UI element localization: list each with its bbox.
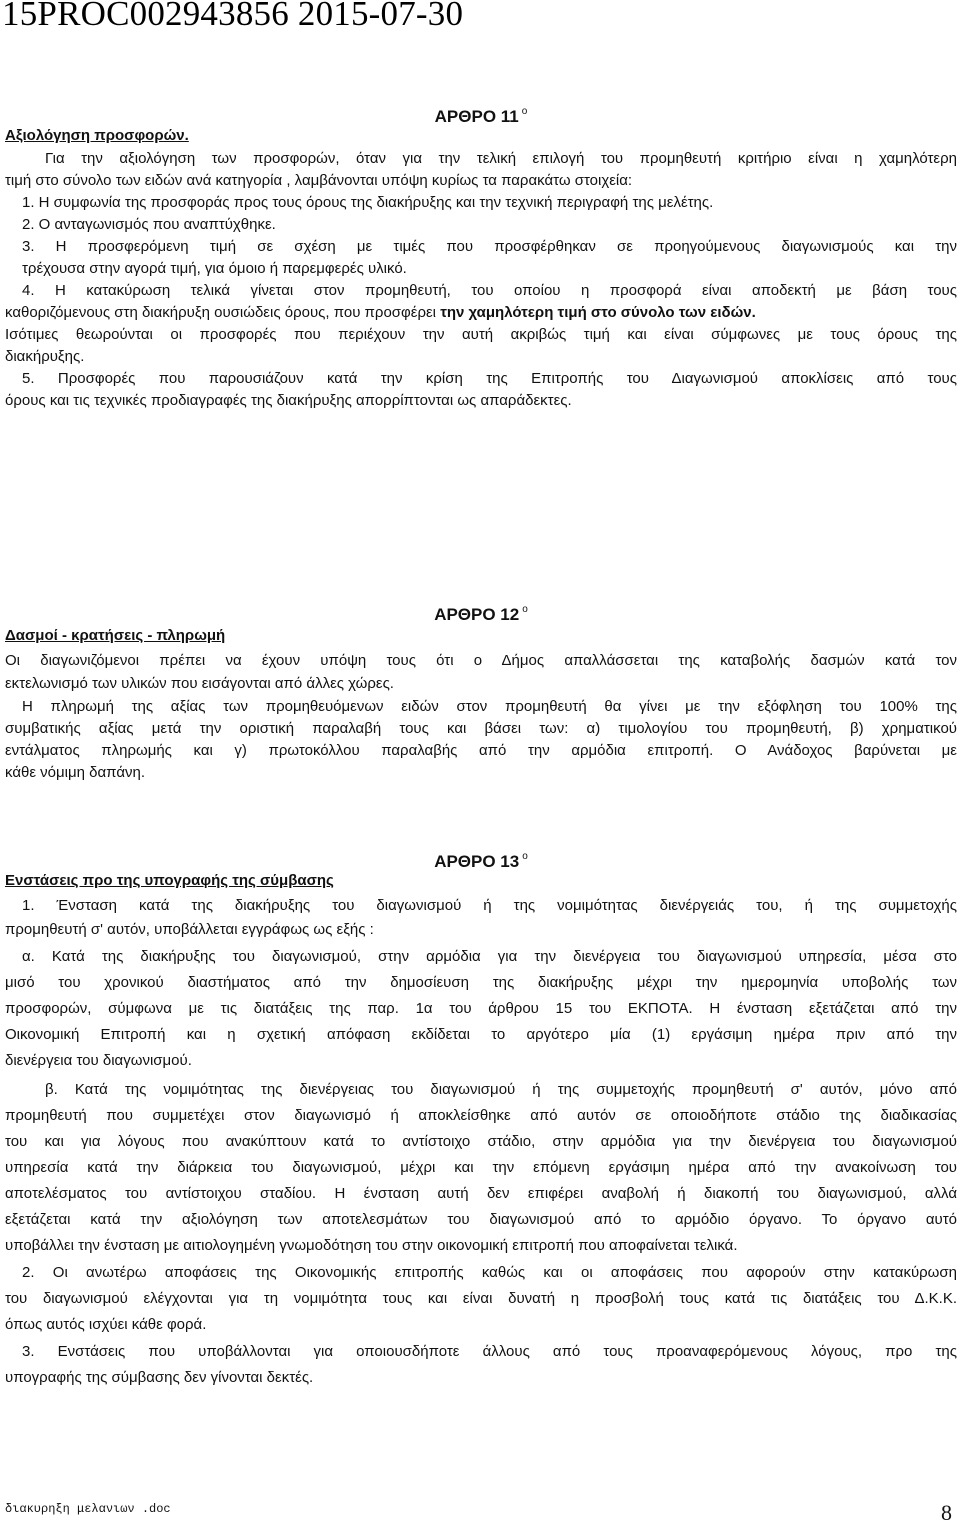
article-13-heading-text: ΑΡΘΡΟ 13: [434, 852, 520, 871]
article-13-item-b-cont: εξετάζεται κατά την αξιολόγηση των αποτελεσμάτων του διαγωνισμού από το αρμόδιο όργανο. Το όργανο αυτό: [5, 1211, 957, 1228]
article-11-paragraph-line: διακήρυξης.: [5, 348, 85, 365]
article-13-item-3-cont: υπογραφής της σύμβασης δεν γίνονται δεκτές.: [5, 1369, 314, 1386]
article-11-paragraph-line: Για την αξιολόγηση των προσφορών, όταν για την τελική επιλογή του προμηθευτή κριτήριο είναι η χαμηλότερη: [45, 150, 957, 167]
article-11-list-item-4-cont: [5, 304, 957, 322]
article-12-paragraph-line: Η πληρωμή της αξίας των προμηθευόμενων ειδών στον προμηθευτή θα γίνει με την εξόφληση του 100% της: [22, 698, 957, 715]
article-12-heading: [5, 601, 957, 624]
footer-filename: διακυρηξη μελανιων .doc: [5, 1502, 171, 1516]
article-13-item-b-cont: του και για λόγους που ανακύπτουν κατά το αντίστοιχο στάδιο, στην αρμόδια για την διενέργεια του διαγωνισμού: [5, 1133, 957, 1150]
article-13-item-2: 2. Οι ανωτέρω αποφάσεις της Οικονομικής επιτροπής καθώς και οι αποφάσεις που αφορούν στην κατακύρωση: [22, 1264, 957, 1281]
article-13-item-a-cont: μισό του χρονικού διαστήματος από την δημοσίευση της διακήρυξης μέχρι την ημερομηνία υποβολής των: [5, 974, 957, 991]
article-11-list-item-4: 4. Η κατακύρωση τελικά γίνεται στον προμηθευτή, του οποίου η προσφορά είναι αποδεκτή με βάση τους: [22, 282, 957, 299]
article-13-heading: [5, 848, 957, 871]
article-11-lowest-price-emphasis: την χαμηλότερη τιμή στο σύνολο των ειδών.: [440, 304, 756, 321]
article-12-paragraph-line: Οι διαγωνιζόμενοι πρέπει να έχουν υπόψη τους ότι ο Δήμος απαλλάσσεται της καταβολής δασμών κατά τον: [5, 652, 957, 669]
article-13-item-a: α. Κατά της διακήρυξης του διαγωνισμού, στην αρμόδια για την διενέργεια του διαγωνισμού υπηρεσία, μέσα στο: [22, 948, 957, 965]
article-13-item-a-cont: διενέργεια του διαγωνισμού.: [5, 1052, 192, 1069]
article-13-item-1: 1. Ένσταση κατά της διακήρυξης του διαγωνισμού ή της νομιμότητας διενέργειάς του, ή της συμμετοχής: [22, 897, 957, 914]
article-11-heading: [5, 103, 957, 126]
article-11-list-item-3: 3. Η προσφερόμενη τιμή σε σχέση με τιμές που προσφέρθηκαν σε προηγούμενους διαγωνισμούς και την: [22, 238, 957, 255]
article-12-paragraph-line: κάθε νόμιμη δαπάνη.: [5, 764, 145, 781]
article-13-item-b: β. Κατά της νομιμότητας της διενέργειας του διαγωνισμού ή της συμμετοχής προμηθευτή σ' αυτόν, μόνο από: [45, 1081, 957, 1098]
article-11-list-item-3-cont: τρέχουσα στην αγορά τιμή, για όμοιο ή παρεμφερές υλικό.: [22, 260, 407, 277]
document-code-header: 15PROC002943856 2015-07-30: [2, 0, 464, 33]
article-11-paragraph-line: Ισότιμες θεωρούνται οι προσφορές που περιέχουν την αυτή ακριβώς τιμή και είναι σύμφωνες με τους όρους της: [5, 326, 957, 343]
article-13-item-b-cont: υπηρεσία κατά την διάρκεια του διαγωνισμού, μέχρι και την επόμενη εργάσιμη ημέρα από την ανακοίνωση του: [5, 1159, 957, 1176]
article-12-superscript: ο: [522, 604, 528, 615]
article-11-heading-text: ΑΡΘΡΟ 11: [434, 107, 519, 126]
article-13-item-1-cont: προμηθευτή σ' αυτόν, υποβάλλεται εγγράφως ως εξής :: [5, 921, 374, 938]
article-11-list-item-5: 5. Προσφορές που παρουσιάζουν κατά την κρίση της Επιτροπής του Διαγωνισμού αποκλίσεις από τους: [22, 370, 957, 387]
article-13-item-a-cont: Οικονομική Επιτροπή και η σχετική απόφαση εκδίδεται το αργότερο μία (1) εργάσιμη ημέρα πριν από την: [5, 1026, 957, 1043]
article-11-list-item-4-text: καθοριζόμενους στη διακήρυξη ουσιώδεις όρους, που προσφέρει: [5, 304, 441, 321]
article-11-list-item-2: 2. Ο ανταγωνισμός που αναπτύχθηκε.: [22, 216, 276, 233]
article-12-heading-text: ΑΡΘΡΟ 12: [434, 605, 520, 624]
article-13-item-a-cont: προσφορών, σύμφωνα με τις διατάξεις της παρ. 1α του άρθρου 15 του ΕΚΠΟΤΑ. Η ένσταση εξετάζεται από την: [5, 1000, 957, 1017]
article-11-superscript: ο: [521, 106, 528, 117]
article-13-item-b-cont: υποβάλλει την ένσταση με αιτιολογημένη γνωμοδότηση του στην οικονομική επιτροπή που αποφαίνεται τελικά.: [5, 1237, 738, 1254]
article-13-superscript: ο: [522, 851, 528, 862]
page-number: 8: [941, 1500, 952, 1525]
article-11-list-item-5-cont: όρους και τις τεχνικές προδιαγραφές της διακήρυξης απορρίπτονται ως απαράδεκτες.: [5, 392, 572, 409]
article-11-title: Αξιολόγηση προσφορών.: [5, 127, 189, 144]
article-12-paragraph-line: συμβατικής αξίας μετά την οριστική παραλαβή τους και βάσει των: α) τιμολογίου του προμηθευτή, β) χρηματικού: [5, 720, 957, 737]
article-13-item-2-cont: του διαγωνισμού ελέγχονται για τη νομιμότητα τους και είναι δυνατή η προσβολή τους κατά τις διατάξεις του Δ.Κ.Κ.: [5, 1290, 957, 1307]
article-12-paragraph-line: εντάλματος πληρωμής και γ) πρωτοκόλλου παραλαβής από την αρμόδια επιτροπή. Ο Ανάδοχος βαρύνεται με: [5, 742, 957, 759]
article-13-item-b-cont: αποτελέσματος του αντίστοιχου σταδίου. Η ένσταση αυτή δεν επιφέρει αναβολή ή διακοπή του διαγωνισμού, αλλά: [5, 1185, 957, 1202]
article-13-item-b-cont: προμηθευτή που συμμετέχει στον διαγωνισμό ή αποκλείσθηκε από αυτόν σε οποιοδήποτε στάδιο της διαδικασίας: [5, 1107, 957, 1124]
article-12-title: Δασμοί - κρατήσεις - πληρωμή: [5, 627, 226, 644]
article-11-list-item-1: 1. Η συμφωνία της προσφοράς προς τους όρους της διακήρυξης και την τεχνική περιγραφή της μελέτης.: [22, 194, 714, 211]
article-12-paragraph-line: εκτελωνισμό των υλικών που εισάγονται από άλλες χώρες.: [5, 675, 394, 692]
article-13-item-2-cont: όπως αυτός ισχύει κάθε φορά.: [5, 1316, 207, 1333]
article-13-item-3: 3. Ενστάσεις που υποβάλλονται για οποιουσδήποτε άλλους από τους προαναφερόμενους λόγους, προ της: [22, 1343, 957, 1360]
article-13-title: Ενστάσεις προ της υπογραφής της σύμβασης: [5, 872, 334, 889]
article-11-paragraph-line: τιμή στο σύνολο των ειδών ανά κατηγορία , λαμβάνονται υπόψη κυρίως τα παρακάτω στοιχεία:: [5, 172, 633, 189]
